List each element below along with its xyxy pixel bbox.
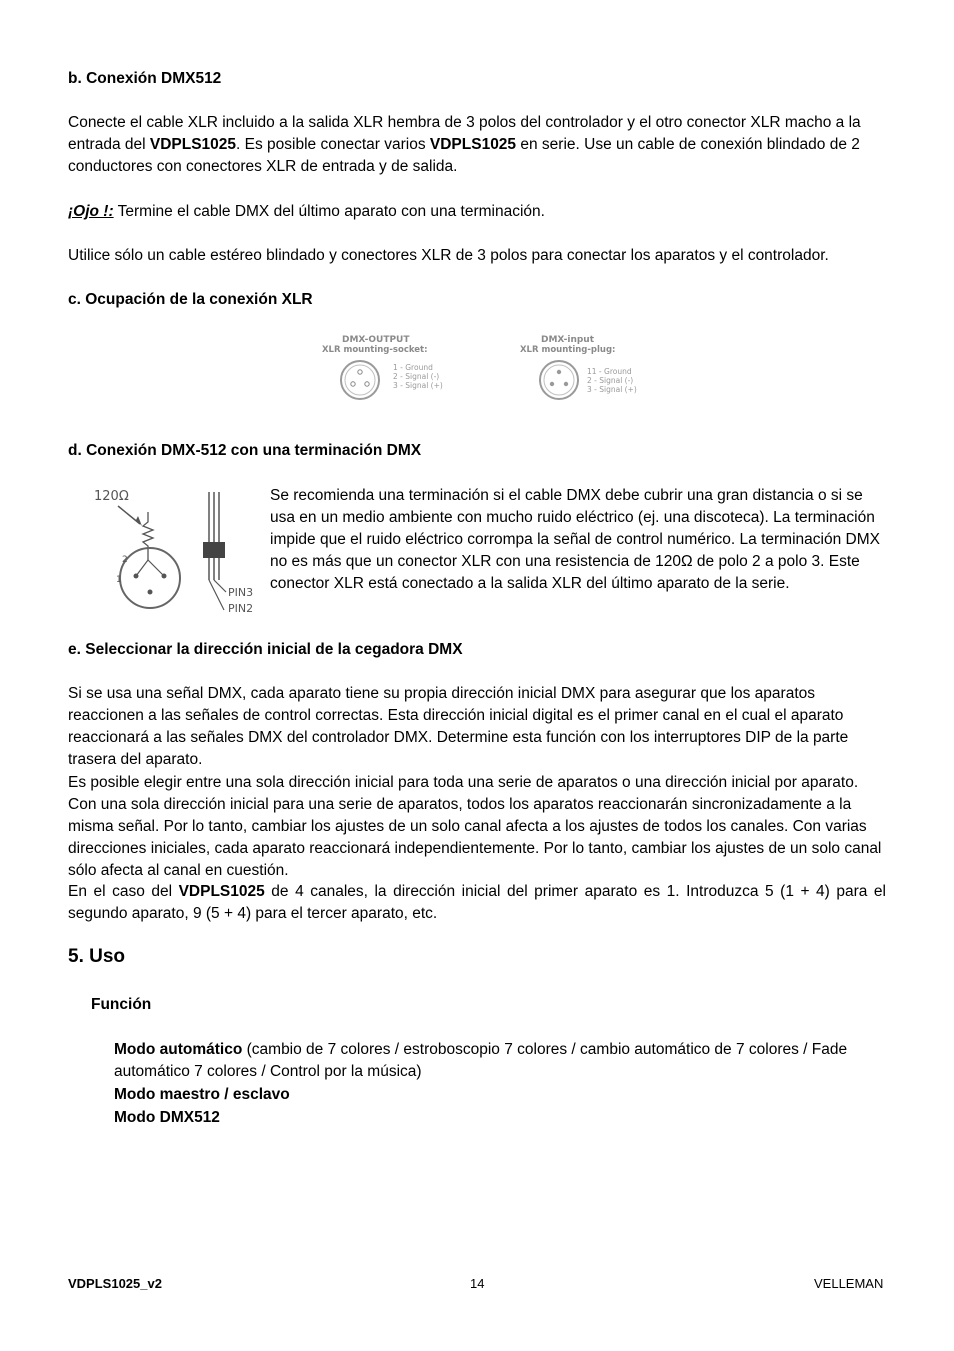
svg-text:1: 1 <box>116 575 122 585</box>
warning-text: Termine el cable DMX del último aparato con una terminación. <box>113 203 545 220</box>
product-code: VDPLS1025 <box>149 136 237 153</box>
footer-page-number: 14 <box>470 1276 485 1291</box>
out-title1: DMX-OUTPUT <box>342 335 410 345</box>
warning-note <box>68 201 886 223</box>
in-pin-1: 11 - Ground <box>587 367 632 376</box>
paragraph-d: Se recomienda una terminación si el cable DMX debe cubrir una gran distancia o si se usa en un medio ambiente con mucho ruido eléctrico (ej. una discoteca). La terminación impide que el ruido eléctrico corrompa la señal de control numérico. La terminación DMX no es más que un conector XLR con una resistencia de 120Ω de polo 2 a polo 3. Este conector XLR está conectado a la salida XLR del último aparato de la serie. <box>270 487 880 592</box>
paragraph-e3 <box>68 881 886 925</box>
out-pin-2: 2 - Signal (-) <box>393 372 440 381</box>
mode-auto <box>114 1039 886 1083</box>
out-title2: XLR mounting-socket: <box>322 345 428 355</box>
in-pin-3: 3 - Signal (+) <box>587 385 637 394</box>
text-span: En el caso del <box>68 883 179 900</box>
out-pin-3: 3 - Signal (+) <box>393 381 443 390</box>
pin2-label: PIN2 <box>228 602 254 615</box>
xlr-socket-icon <box>341 361 379 399</box>
text-span: en serie. Use un cable de conexión blindado de 2 conductores con conectores XLR de entrada y de salida. <box>68 136 860 175</box>
mode-name: Modo automático <box>114 1041 243 1058</box>
subheading-funcion: Función <box>91 996 152 1013</box>
footer-brand: VELLEMAN <box>814 1276 884 1291</box>
svg-text:2: 2 <box>122 555 128 565</box>
heading-e: e. Seleccionar la dirección inicial de la cegadora DMX <box>68 641 463 658</box>
paragraph-e2: Es posible elegir entre una sola dirección inicial para toda una serie de aparatos o una dirección inicial por aparato. Con una sola dirección inicial para una serie de aparatos, todos los aparatos reaccionarán sincronizadamente a la misma señal. Por lo tanto, cambiar los ajustes de un solo canal afecta a los ajustes de todos los canales. Con varias direcciones iniciales, cada aparato reaccionará independientemente. Por lo tanto, cambiar los ajustes de un solo canal sólo afecta al canal en cuestión. <box>68 774 882 879</box>
xlr-pinout-figure <box>308 326 648 410</box>
product-code: VDPLS1025 <box>178 883 265 900</box>
text-span: . Es posible conectar varios <box>236 136 430 153</box>
warning-label: ¡Ojo !: <box>68 203 114 220</box>
mode-master-slave: Modo maestro / esclavo <box>114 1086 290 1103</box>
paragraph-b3: Utilice sólo un cable estéreo blindado y conectores XLR de 3 polos para conectar los aparatos y el controlador. <box>68 247 829 264</box>
heading-d: d. Conexión DMX-512 con una terminación DMX <box>68 442 422 459</box>
cable-icon <box>203 492 226 610</box>
in-title1: DMX-input <box>541 335 595 345</box>
pin3-label: PIN3 <box>228 586 254 599</box>
text-span: de 4 canales, la dirección inicial del primer aparato es 1. Introduzca 5 (1 + 4) para el segundo aparato, 9 (5 + 4) para el tercer aparato, etc. <box>68 883 886 922</box>
text-span: Conecte el cable XLR incluido a la salida XLR hembra de 3 polos del controlador y el otro conector XLR macho a la entrada del <box>68 114 861 153</box>
product-code: VDPLS1025 <box>429 136 517 153</box>
termination-figure <box>88 484 260 618</box>
mode-dmx512: Modo DMX512 <box>114 1109 220 1126</box>
heading-5: 5. Uso <box>68 946 126 967</box>
heading-b: b. Conexión DMX512 <box>68 70 222 87</box>
xlr-plug-icon <box>540 361 578 399</box>
in-title2: XLR mounting-plug: <box>520 345 616 355</box>
out-pin-1: 1 - Ground <box>393 363 433 372</box>
paragraph-e1: Si se usa una señal DMX, cada aparato tiene su propia dirección inicial DMX para asegurar que los aparatos reaccionen a las señales de control correctas. Esta dirección inicial digital es el primer canal en el cual el aparato reaccionará a las señales DMX del controlador DMX. Determine esta función con los interruptores DIP de la parte trasera del aparato. <box>68 685 849 768</box>
mode-desc: (cambio de 7 colores / estroboscopio 7 colores / cambio automático de 7 colores / Fade automático 7 colores / Control por la música) <box>114 1041 848 1080</box>
resistor-value: 120Ω <box>94 489 129 504</box>
heading-c: c. Ocupación de la conexión XLR <box>68 291 313 308</box>
paragraph-b1 <box>68 112 886 178</box>
footer-doc-id: VDPLS1025_v2 <box>68 1276 162 1291</box>
in-pin-2: 2 - Signal (-) <box>587 376 634 385</box>
